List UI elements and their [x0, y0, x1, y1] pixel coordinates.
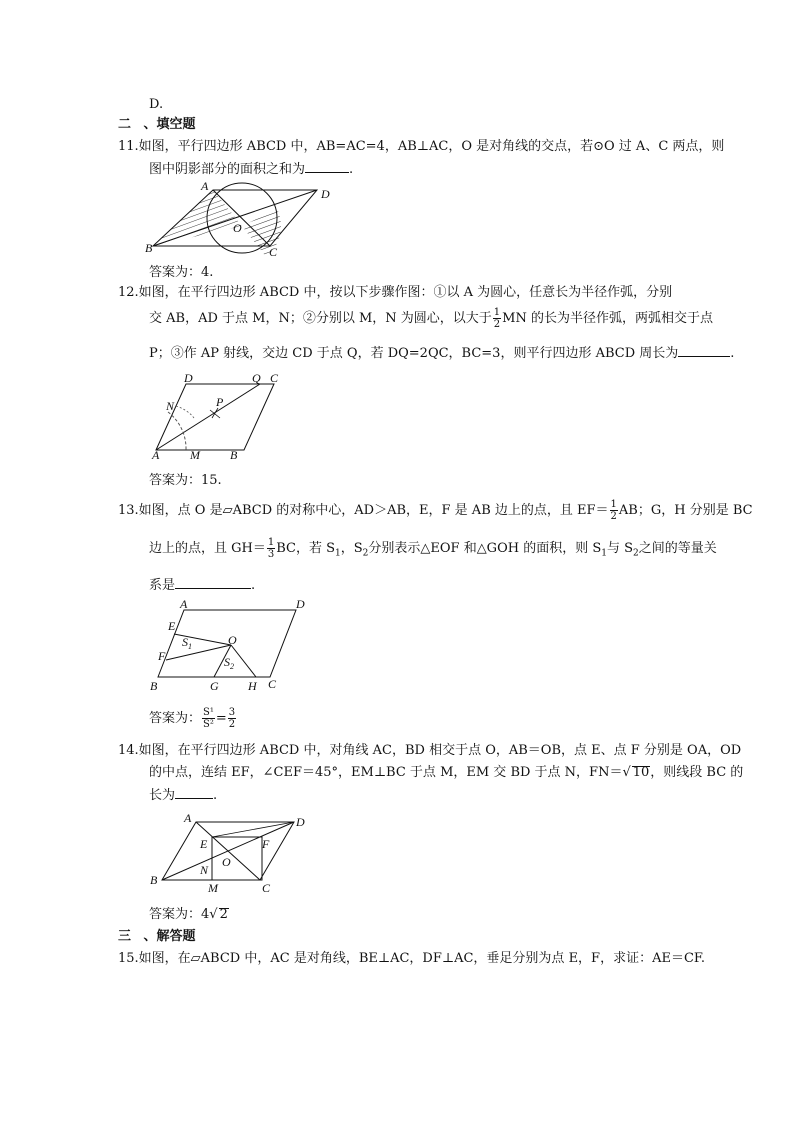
q13-text-e: 与 S: [606, 541, 634, 556]
q11-answer: [149, 264, 213, 282]
previous-answer: D.: [149, 97, 164, 112]
subscript: 1: [335, 548, 341, 559]
label-G: G: [210, 679, 219, 693]
radicand: 2: [219, 907, 228, 922]
q13-text: 边上的点，且 GH＝: [149, 541, 266, 556]
q11-text-line1: 11.如图，平行四边形 ABCD 中，AB=AC=4，AB⊥AC，O 是对角线的交点，若⊙O 过 A、C 两点，则: [118, 139, 725, 154]
label-B: B: [150, 873, 158, 887]
section-header-fill-blank: [118, 116, 196, 134]
label-E: E: [168, 619, 176, 633]
label-A: A: [152, 448, 160, 462]
q14-text-line3: [149, 786, 217, 805]
answer-value: 15.: [201, 473, 222, 488]
section-number: 二: [118, 117, 132, 132]
label-D: D: [184, 371, 193, 385]
q12-answer: [149, 472, 222, 490]
answer-blank: [305, 160, 349, 173]
answer-value-fraction: $\frac{3}{2}$: [228, 707, 236, 730]
q14-period: .: [213, 788, 218, 803]
label-O: O: [228, 633, 237, 647]
label-N: N: [200, 863, 209, 877]
answer-blank: [175, 576, 251, 589]
label-N: N: [166, 399, 175, 413]
label-O: O: [233, 221, 242, 235]
q14-figure: [148, 810, 318, 896]
q13-text-b: AB；G，H 分别是 BC: [618, 503, 753, 518]
q13-text-d: 分别表示△EOF 和△GOH 的面积，则 S: [368, 541, 602, 556]
label-O: O: [222, 855, 231, 869]
label-H: H: [248, 679, 257, 693]
answer-blank: [175, 786, 213, 799]
label-C: C: [262, 881, 271, 895]
q11-figure: [145, 180, 345, 260]
q13-text-line1: [118, 498, 753, 524]
answer-value: 4.: [201, 265, 214, 280]
answer-prefix: 答案为：: [149, 473, 202, 488]
label-A: A: [184, 811, 192, 825]
label-B: B: [230, 448, 238, 462]
fraction: $\frac{1}{2}$: [610, 499, 617, 522]
answer-blank: [678, 344, 730, 357]
q14-text: 长为: [149, 788, 176, 803]
label-P: P: [216, 395, 224, 409]
label-E: E: [200, 837, 208, 851]
q12-text-line2: [149, 306, 713, 332]
equals-sign: =: [215, 711, 227, 726]
q11-period: .: [349, 162, 354, 177]
label-F: F: [262, 837, 270, 851]
label-M: M: [190, 448, 200, 462]
label-B: B: [145, 241, 153, 255]
answer-ratio: $\frac{\text{S¹}}{\text{S²}}$: [203, 707, 214, 730]
q13-figure: [148, 598, 318, 694]
q13-text: 13.如图，点 O 是▱ABCD 的对称中心，AD＞AB，E，F 是 AB 边上的点，且 EF＝: [118, 503, 609, 518]
sqrt-sign: √: [209, 907, 218, 922]
answer-coefficient: 4: [201, 907, 210, 922]
q13-text: 系是: [149, 578, 176, 593]
label-Q: Q: [252, 371, 261, 385]
label-S2: $S_2$: [224, 655, 234, 671]
answer-prefix: 答案为：: [149, 711, 202, 726]
subscript: 1: [601, 548, 607, 559]
label-C: C: [270, 371, 279, 385]
sqrt-sign: √: [622, 765, 631, 780]
q13-text-line3: [149, 576, 255, 595]
q12-text-line3: [149, 344, 734, 363]
section-title: 、解答题: [143, 929, 196, 944]
label-D: D: [296, 597, 305, 611]
q11-text: 图中阴影部分的面积之和为: [149, 162, 306, 177]
answer-prefix: 答案为：: [149, 265, 202, 280]
q12-text-line1: 12.如图，在平行四边形 ABCD 中，按以下步骤作图：①以 A 为圆心，任意长为半径作弧，分别: [118, 285, 673, 300]
section-number: 三: [118, 929, 132, 944]
q13-text-f: 之间的等量关: [638, 541, 717, 556]
q14-text-line1: 14.如图，在平行四边形 ABCD 中，对角线 AC，BD 相交于点 O，AB＝OB，点 E、点 F 分别是 OA，OD: [118, 743, 742, 758]
radicand: 10: [632, 765, 650, 780]
q11-text-line2: [149, 160, 353, 179]
answer-prefix: 答案为：: [149, 907, 202, 922]
q12-period: .: [730, 346, 735, 361]
label-A: A: [180, 597, 188, 611]
fraction: $\frac{1}{3}$: [267, 537, 275, 560]
q13-text-line2: [149, 536, 717, 567]
label-D: D: [321, 187, 330, 201]
q13-period: .: [251, 578, 256, 593]
q13-text-b: BC，若 S: [276, 541, 336, 556]
q14-text-b: ，则线段 BC 的: [650, 765, 744, 780]
label-M: M: [208, 881, 218, 895]
section-title: 、填空题: [143, 117, 196, 132]
label-S1: $S_1$: [182, 635, 192, 651]
q12-figure: [148, 370, 288, 460]
fraction: $\frac{1}{2}$: [493, 307, 501, 330]
label-C: C: [268, 677, 277, 691]
label-C: C: [269, 245, 278, 259]
q13-answer: [149, 704, 237, 734]
q14-answer: [149, 906, 229, 924]
q14-text: 的中点，连结 EF，∠CEF＝45°，EM⊥BC 于点 M，EM 交 BD 于点 N，FN＝: [149, 765, 623, 780]
q14-text-line2: [149, 764, 743, 782]
subscript: 2: [362, 548, 369, 559]
q12-text: 交 AB，AD 于点 M，N；②分别以 M，N 为圆心，以大于: [149, 311, 492, 326]
subscript: 2: [633, 548, 639, 559]
q12-text: P；③作 AP 射线，交边 CD 于点 Q，若 DQ=2QC，BC=3，则平行四边形 ABCD 周长为: [149, 346, 679, 361]
q13-text-c: ，S: [340, 541, 363, 556]
q12-text-b: MN 的长为半径作弧，两弧相交于点: [502, 311, 713, 326]
label-D: D: [296, 815, 305, 829]
label-F: F: [158, 649, 166, 663]
section-header-solve: [118, 928, 196, 946]
label-B: B: [150, 679, 158, 693]
q15-text-line1: 15.如图，在▱ABCD 中，AC 是对角线，BE⊥AC，DF⊥AC，垂足分别为点 E，F，求证：AE＝CF.: [118, 951, 706, 966]
label-A: A: [201, 179, 209, 193]
